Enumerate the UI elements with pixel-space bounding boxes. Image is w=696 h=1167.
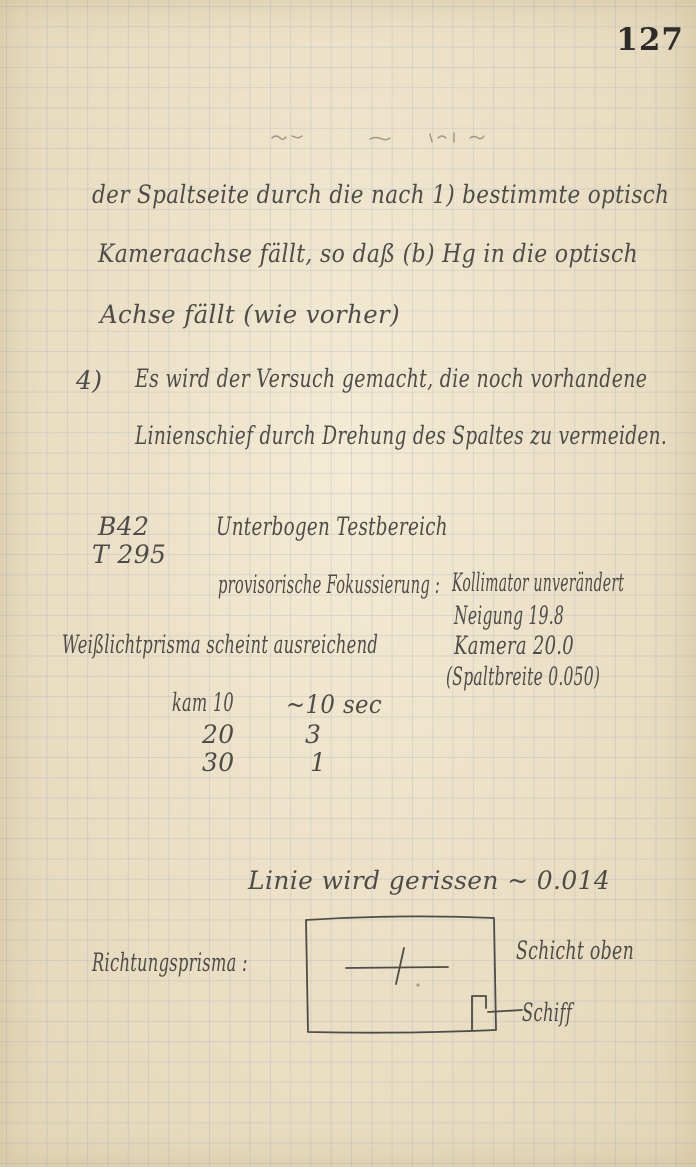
text-line-3: Achse fällt (wie vorher) — [100, 300, 401, 329]
plate-sketch — [300, 912, 530, 1042]
table-row-2-b: 3 — [305, 720, 322, 749]
kamera-value: Kamera 20.0 — [454, 631, 575, 660]
line-mark — [396, 948, 404, 984]
neigung-value: Neigung 19.8 — [454, 601, 565, 630]
page-number: 127 — [616, 22, 684, 58]
richtung-label: Richtungsprisma : — [92, 948, 248, 977]
table-row-1-a: kam 10 — [172, 688, 234, 717]
table-row-3-a: 30 — [202, 748, 235, 777]
plate-outline — [306, 916, 496, 1032]
spaltbreite-value: (Spaltbreite 0.050) — [446, 662, 601, 691]
entry-code-b: B42 — [98, 512, 150, 541]
corner-bracket — [472, 996, 486, 1030]
faint-marks — [260, 128, 500, 148]
item-4-label: 4) — [76, 366, 103, 395]
entry-code-t: T 295 — [92, 540, 167, 569]
schicht-label: Schicht oben — [516, 936, 635, 965]
weisslicht-label: Weißlichtprisma scheint ausreichend — [62, 630, 379, 659]
linie-note: Linie wird gerissen ~ 0.014 — [248, 866, 611, 895]
table-row-1-b: ~10 sec — [286, 690, 383, 719]
text-line-1: der Spaltseite durch die nach 1) bestimmte optisch — [92, 180, 670, 209]
text-line-2: Kameraachse fällt, so daß (b) Hg in die optisch — [98, 239, 639, 268]
spectral-line — [346, 967, 448, 968]
text-line-5: Linienschief durch Drehung des Spaltes zu vermeiden. — [135, 421, 668, 450]
table-row-2-a: 20 — [202, 720, 235, 749]
schiff-pointer — [488, 1010, 522, 1012]
schiff-label: Schiff — [522, 998, 573, 1027]
entry-title: Unterbogen Testbereich — [216, 512, 448, 541]
table-row-3-b: 1 — [310, 748, 327, 777]
text-line-4: Es wird der Versuch gemacht, die noch vorhandene — [135, 364, 648, 393]
setting-label: provisorische Fokussierung : — [218, 570, 441, 599]
setting-value: Kollimator unverändert — [452, 568, 625, 597]
